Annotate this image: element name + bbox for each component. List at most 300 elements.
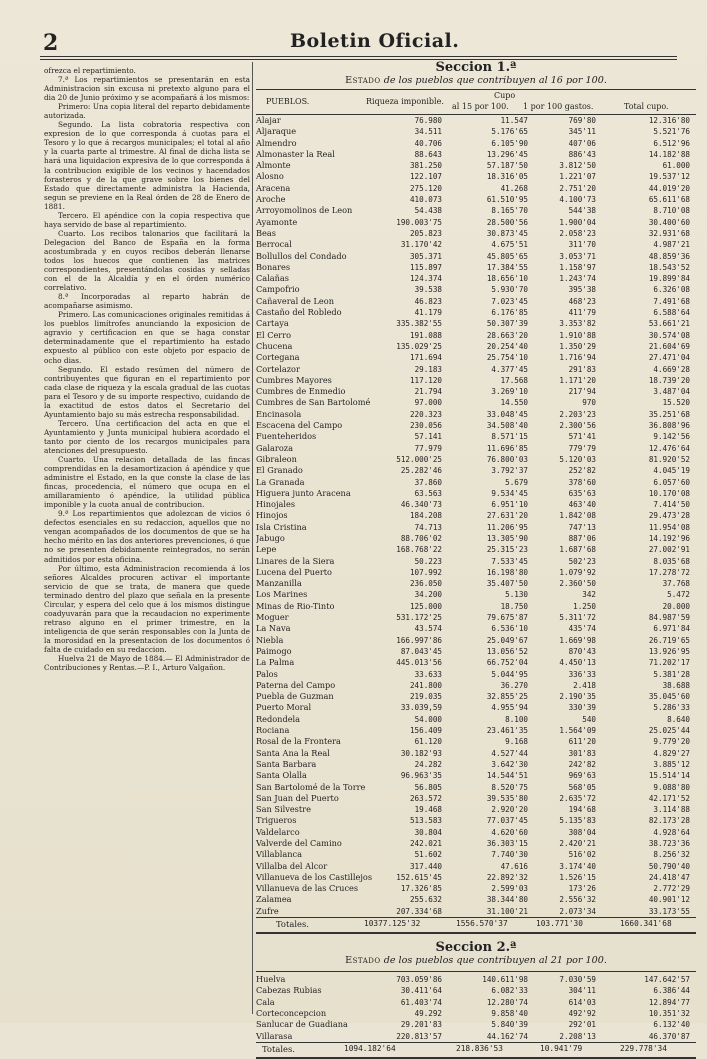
riqueza-value: 19.468 [414,805,442,815]
riqueza-value: 220.323 [409,409,442,419]
table-row [256,386,696,397]
table-row [256,657,696,668]
table-row [256,341,696,352]
riqueza-value: 17.326'85 [400,884,442,894]
gastos-value: 304'11 [568,986,596,996]
total-value: 7.491'68 [653,296,690,306]
total-value: 12.894'77 [648,997,690,1007]
pueblo-name: Santa Ana la Real [256,747,330,758]
table-row [256,827,696,838]
table-row [256,284,696,295]
table-row [256,556,696,567]
section1-totals-label: Totales. [276,919,309,930]
table-row [256,985,696,996]
cupo-value: 34.508'40 [486,421,528,431]
table-row [256,1031,696,1042]
gastos-value: 769'80 [568,116,596,125]
gastos-value: 1.250 [573,601,596,611]
pueblo-name: Paterna del Campo [256,679,336,690]
table-row [256,589,696,600]
paragraph: Cuarto. Los recibos talonarios que facilitará la Delegacion del Banco de España en la forma acostumbrada y en cuyos recibos deberán llenarse todos los huecos que contienen las matrices correspondientes, presentándolas cosidas y selladas con el de la Alcaldía y en el órden numérico correlativo. [44,228,250,293]
table-row [256,443,696,454]
table-row [256,578,696,589]
cupo-value: 33.048'45 [486,409,528,419]
pueblo-name: Berrocal [256,239,292,250]
pueblo-name: Campofrio [256,284,300,295]
pueblo-name: Fuenteheridos [256,431,317,442]
paragraph: 7.ª Los repartimientos se presentarán en esta Administracion sin excusa ni pretexto alguno para el dia 20 de Junio próximo y se acompañará á los mismos: [44,75,250,103]
pueblo-name: Aracena [256,182,291,193]
table-row [256,522,696,533]
gastos-value: 330'39 [568,703,596,713]
table-row [256,759,696,770]
table-row [256,974,696,985]
cupo-value: 8.520'75 [491,782,528,792]
riqueza-value: 30.804 [414,827,442,837]
cupo-value: 5.840'39 [491,1020,528,1030]
paragraph: Huelva 21 de Mayo de 1884.— El Administrador de Contribuciones y Rentas.—P. I., Arturo Valgañon. [44,654,250,673]
gastos-value: 1.158'97 [559,262,596,272]
table-row [256,273,696,284]
gastos-value: 291'83 [568,364,596,374]
section1-total-riqueza: 10377.125'32 [364,919,421,929]
header-gastos: 1 por 100 gastos. [523,102,594,111]
pueblo-name: Almonaster la Real [256,148,335,159]
section1-subtitle [256,75,696,89]
table-row [256,465,696,476]
gastos-value: 1.243'74 [559,274,596,284]
table-row [256,420,696,431]
table-row [256,691,696,702]
pueblo-name: Galaroza [256,442,293,453]
total-value: 36.808'96 [648,421,690,431]
riqueza-value: 30.182'93 [400,748,442,758]
table-row [256,352,696,363]
left-text-column [44,66,250,672]
pueblo-name: Redondela [256,713,301,724]
total-value: 82.173'28 [648,816,690,826]
total-value: 40.901'12 [648,895,690,905]
pueblo-name: Cumbres de Enmedio [256,386,346,397]
section1-total-al15: 1556.570'37 [456,919,508,929]
gastos-value: 411'79 [568,308,596,318]
pueblo-name: Cumbres de San Bartolomé [256,397,371,408]
cupo-value: 6.536'10 [491,624,528,634]
riqueza-value: 255.632 [409,895,442,905]
riqueza-value: 703.059'86 [396,975,442,985]
gastos-value: 611'20 [568,737,596,747]
pueblo-name: Bonares [256,261,291,272]
gastos-value: 516'02 [568,850,596,860]
gastos-value: 463'40 [568,500,596,510]
table-row [256,296,696,307]
total-value: 24.418'47 [648,872,690,882]
pueblo-name: Cartaya [256,318,289,329]
table-row [256,702,696,713]
cupo-value: 22.892'32 [486,872,528,882]
pueblo-name: Villanueva de los Castillejos [256,871,373,882]
total-value: 3.885'12 [653,759,690,769]
riqueza-value: 513.583 [409,816,442,826]
table-row [256,567,696,578]
paragraph: Segundo. La lista cobratoria respectiva con expresion de lo que corresponda á cuotas para el Tesoro y lo que á recargos municipales; el total al año y la cuarta parte al trimestre. Al final de dicha lista se hará una liquidacion expresiva de lo que corresponda á la contribucion exigible de los vecinos y hacendados forasteros y de la que grave sobre los bienes del Estado que directamente administra la Hacienda, segun se previene en la Real órden de 28 de Enero de 1881. [44,120,250,211]
total-value: 30.400'60 [648,217,690,227]
pueblo-name: Palos [256,668,278,679]
riqueza-value: 117.120 [409,375,442,385]
total-value: 81.920'52 [648,454,690,464]
total-value: 3.487'04 [653,387,690,397]
riqueza-value: 156.409 [409,726,442,736]
pueblo-name: Zufre [256,905,279,916]
gastos-value: 2.190'35 [559,692,596,702]
header-pueblos: PUEBLOS. [266,97,310,106]
total-value: 21.604'69 [648,341,690,351]
pueblo-name: Puebla de Guzman [256,691,334,702]
riqueza-value: 46.823 [414,296,442,306]
gastos-value: 2.418 [573,680,596,690]
gastos-value: 3.174'40 [559,861,596,871]
total-value: 18.543'52 [648,262,690,272]
pueblo-name: Valdelarco [256,826,300,837]
riqueza-value: 242.021 [409,839,442,848]
pueblo-name: Rosal de la Frontera [256,736,341,747]
pueblo-name: Cañaveral de Leon [256,295,334,306]
table-row [256,883,696,894]
total-value: 5.381'28 [653,669,690,679]
gastos-value: 886'43 [568,149,596,159]
table-row [256,488,696,499]
total-value: 30.574'08 [648,330,690,340]
pueblo-name: El Granado [256,465,303,476]
cupo-value: 4.620'60 [491,827,528,837]
section2-table [256,974,696,1042]
gastos-value: 2.073'34 [559,906,596,916]
riqueza-value: 57.141 [414,432,442,442]
section1-total-cupo: 1660.341'68 [620,919,672,929]
page-number: 2 [43,30,59,56]
riqueza-value: 152.615'45 [396,872,442,882]
pueblo-name: Ayamonte [256,216,298,227]
table-row [256,906,696,917]
riqueza-value: 87.043'45 [400,646,442,656]
cupo-value: 13.296'45 [486,149,528,159]
paragraph: Segundo. El estado resúmen del número de contribuyentes que figuran en el repartimiento por cada clase de riqueza y la escala gradual de las cuotas para el Tesoro y de su importe respectivo, cuidando de la exactitud de estos datos el Secretario del Ayuntamiento bajo su más estrecha responsabilidad. [44,364,250,419]
table-row [256,330,696,341]
gastos-value: 492'92 [568,1008,596,1018]
total-value: 27.002'91 [648,545,690,555]
cupo-value: 14.550 [500,398,528,408]
cupo-value: 5.930'70 [491,285,528,295]
pueblo-name: Cortelazor [256,363,300,374]
section2-total-cupo: 229.778'34 [620,1043,667,1053]
pueblo-name: San Bartolomé de la Torre [256,781,366,792]
pueblo-name: Bollullos del Condado [256,250,347,261]
table-row [256,251,696,262]
total-value: 5.521'76 [653,127,690,137]
table-row [256,748,696,759]
total-value: 10.170'08 [648,488,690,498]
cupo-value: 17.568 [500,375,528,385]
pueblo-name: Chucena [256,340,293,351]
cupo-value: 2.920'20 [491,805,528,815]
gastos-value: 1.687'68 [559,545,596,555]
riqueza-value: 191.088 [409,330,442,340]
gastos-value: 1.171'20 [559,375,596,385]
cupo-value: 11.547 [500,116,528,125]
riqueza-value: 49.292 [414,1008,442,1018]
table-row [256,262,696,273]
pueblo-name: Linares de la Siera [256,555,335,566]
pueblo-name: Los Marines [256,589,308,600]
riqueza-value: 230.056 [409,421,442,431]
pueblo-name: Cala [256,996,275,1007]
table-row [256,307,696,318]
pueblo-name: La Nava [256,623,291,634]
cupo-value: 32.855'25 [486,692,528,702]
pueblo-name: Paimogo [256,645,292,656]
riqueza-value: 30.411'64 [400,986,442,996]
gastos-value: 2.208'13 [559,1031,596,1041]
gastos-value: 2.203'23 [559,409,596,419]
riqueza-value: 263.572 [409,793,442,803]
table-row [256,205,696,216]
pueblo-name: Aroche [256,194,286,205]
table-row [256,318,696,329]
paragraph: ofrezca el repartimiento. [44,66,136,75]
pueblo-name: Valverde del Camino [256,838,342,848]
riqueza-value: 381.250 [409,161,442,171]
gastos-value: 970 [582,398,596,408]
gastos-value: 173'26 [568,884,596,894]
pueblo-name: Alosno [256,171,284,182]
total-value: 48.859'36 [648,251,690,261]
pueblo-name: Santa Barbara [256,758,317,769]
paragraph: Tercero. El apéndice con la copia respectiva que haya servido de base al repartimiento. [44,210,250,229]
gastos-value: 3.353'82 [559,319,596,329]
riqueza-value: 207.334'68 [396,906,442,916]
cupo-value: 140.611'98 [482,975,528,985]
riqueza-value: 54.438 [414,206,442,216]
pueblo-name: Niebla [256,634,284,645]
cupo-value: 44.162'74 [486,1031,528,1041]
cupo-value: 18.750 [500,601,528,611]
table-header [256,89,696,115]
section2-subtitle [256,955,696,972]
pueblo-name: Huelva [256,974,286,985]
cupo-value: 13.056'52 [486,646,528,656]
gastos-value: 614'03 [568,997,596,1007]
riqueza-value: 24.282 [414,759,442,769]
table-row [256,499,696,510]
total-value: 10.351'32 [648,1008,690,1018]
total-value: 9.779'20 [653,737,690,747]
riqueza-value: 43.574 [414,624,442,634]
table-row [256,782,696,793]
gastos-value: 4.100'73 [559,195,596,205]
total-value: 38.723'36 [648,839,690,848]
riqueza-value: 220.813'57 [396,1031,442,1041]
total-value: 8.640 [667,714,690,724]
riqueza-value: 124.374 [409,274,442,284]
riqueza-value: 29.183 [414,364,442,374]
gastos-value: 7.030'59 [559,975,596,985]
gastos-value: 1.526'15 [559,872,596,882]
table-row [256,115,696,126]
pueblo-name: Beas [256,227,276,238]
cupo-value: 28.663'20 [486,330,528,340]
section2-title: Seccion 2.ª [435,940,517,956]
gastos-value: 3.812'50 [559,161,596,171]
riqueza-value: 410.073 [409,195,442,205]
cupo-value: 5.044'95 [491,669,528,679]
cupo-value: 20.254'40 [486,341,528,351]
gastos-value: 194'68 [568,805,596,815]
riqueza-value: 275.120 [409,183,442,193]
cupo-value: 76.800'03 [486,454,528,464]
total-value: 6.971'84 [653,624,690,634]
gastos-value: 1.910'88 [559,330,596,340]
total-value: 12.476'64 [648,443,690,453]
riqueza-value: 29.201'83 [400,1020,442,1030]
pueblo-name: Calañas [256,273,290,284]
gastos-value: 1.221'07 [559,172,596,182]
riqueza-value: 317.440 [409,861,442,871]
total-value: 19.899'84 [648,274,690,284]
cupo-value: 13.305'90 [486,533,528,543]
pueblo-name: Arroyomolinos de Leon [256,205,353,216]
table-row [256,894,696,905]
total-value: 44.019'20 [648,183,690,193]
total-value: 61.000 [662,161,690,171]
table-row [256,815,696,826]
pueblo-name: Alajar [256,115,281,125]
cupo-value: 38.344'80 [486,895,528,905]
riqueza-value: 168.768'22 [396,545,442,555]
riqueza-value: 31.170'42 [400,240,442,250]
pueblo-name: Minas de Rio-Tinto [256,600,335,611]
gastos-value: 1.079'92 [559,567,596,577]
total-value: 11.954'08 [648,522,690,532]
riqueza-value: 445.013'56 [396,658,442,668]
gastos-value: 2.420'21 [559,839,596,848]
pueblo-name: Zalamea [256,894,292,905]
section2-total-gastos: 10.941'79 [540,1043,583,1053]
total-value: 71.202'17 [648,658,690,668]
gastos-value: 779'79 [568,443,596,453]
cupo-value: 3.269'10 [491,387,528,397]
total-value: 38.688 [662,680,690,690]
cupo-value: 12.280'74 [486,997,528,1007]
riqueza-value: 33.633 [414,669,442,679]
riqueza-value: 88.643 [414,149,442,159]
total-value: 25.025'44 [648,726,690,736]
total-value: 8.035'68 [653,556,690,566]
cupo-value: 66.752'04 [486,658,528,668]
gastos-value: 4.450'13 [559,658,596,668]
cupo-value: 5.679 [505,477,528,487]
cupo-value: 11.206'95 [486,522,528,532]
table-row [256,680,696,691]
header-cupo: Cupo [494,91,516,100]
riqueza-value: 50.223 [414,556,442,566]
riqueza-value: 34.511 [414,127,442,137]
table-row [256,149,696,160]
section1-subtitle-lead: Estado [345,75,381,86]
cupo-value: 23.461'35 [486,726,528,736]
table-row [256,375,696,386]
pueblo-name: Cabezas Rubias [256,985,322,996]
cupo-value: 3.792'37 [491,466,528,476]
table-row [256,126,696,137]
gastos-value: 308'04 [568,827,596,837]
gastos-value: 1.669'98 [559,635,596,645]
riqueza-value: 77.979 [414,443,442,453]
cupo-value: 18.316'05 [486,172,528,182]
table-row [256,217,696,228]
table-row [256,239,696,250]
total-value: 4.928'64 [653,827,690,837]
gastos-value: 870'43 [568,646,596,656]
total-value: 2.772'29 [653,884,690,894]
cupo-value: 9.534'45 [491,488,528,498]
gastos-value: 342 [582,590,596,600]
cupo-value: 4.377'45 [491,364,528,374]
riqueza-value: 51.602 [414,850,442,860]
header-total: Total cupo. [624,102,669,111]
gastos-value: 345'11 [568,127,596,137]
riqueza-value: 56.805 [414,782,442,792]
riqueza-value: 512.000'25 [396,454,442,464]
total-value: 32.931'68 [648,228,690,238]
gastos-value: 311'70 [568,240,596,250]
paragraph: Primero: Una copia literal del reparto debidamente autorizada. [44,102,250,121]
cupo-value: 5.176'65 [491,127,528,137]
cupo-value: 8.100 [505,714,528,724]
total-value: 84.987'59 [648,613,690,623]
table-row [256,533,696,544]
pueblo-name: Villanueva de las Cruces [256,883,359,894]
table-row [256,601,696,612]
total-value: 53.661'21 [648,319,690,329]
cupo-value: 35.407'50 [486,579,528,589]
gastos-value: 378'60 [568,477,596,487]
pueblo-name: Almonte [256,160,291,171]
total-value: 4.045'19 [653,466,690,476]
table-row [256,397,696,408]
gastos-value: 747'13 [568,522,596,532]
table-row [256,544,696,555]
cupo-value: 6.951'10 [491,500,528,510]
cupo-value: 47.616 [500,861,528,871]
cupo-value: 27.631'20 [486,511,528,521]
riqueza-value: 61.403'74 [400,997,442,1007]
total-value: 8.256'32 [653,850,690,860]
paragraph: 8.ª Incorporadas al reparto habrán de acompañarse asimismo. [44,292,250,311]
table-row [256,725,696,736]
pueblo-name: Rociana [256,725,290,736]
gastos-value: 5.120'03 [559,454,596,464]
cupo-value: 6.105'90 [491,138,528,148]
header-al15: al 15 por 100. [452,102,509,111]
section2-total-al15: 218.836'53 [456,1043,503,1053]
cupo-value: 5.130 [505,590,528,600]
cupo-value: 4.527'44 [491,748,528,758]
table-row [256,409,696,420]
table-row [256,194,696,205]
cupo-value: 36.303'15 [486,839,528,848]
column-divider [252,62,253,1014]
cupo-value: 6.082'33 [491,986,528,996]
